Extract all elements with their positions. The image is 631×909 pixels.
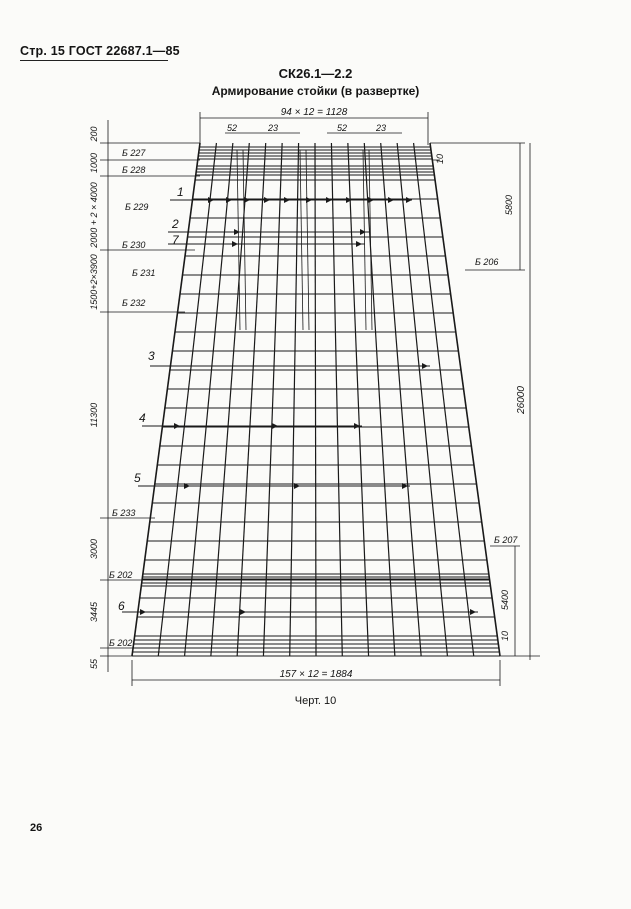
arrow-icon bbox=[226, 197, 232, 203]
dim-right-5: 10 bbox=[500, 630, 510, 642]
arrow-icon bbox=[470, 609, 476, 615]
dim-top-gap-1: 52 bbox=[226, 123, 238, 133]
label-b202-upper: Б 202 bbox=[109, 570, 133, 580]
marker-7: 7 bbox=[172, 233, 179, 247]
dim-left-5: 11300 bbox=[89, 402, 99, 428]
marker-2: 2 bbox=[172, 217, 179, 231]
drawing-title: СК26.1—2.2 bbox=[278, 66, 353, 81]
dim-right-4: 5400 bbox=[500, 589, 510, 611]
arrow-icon bbox=[234, 229, 240, 235]
arrow-icon bbox=[208, 197, 214, 203]
marker-5: 5 bbox=[134, 471, 141, 485]
inner-bar bbox=[369, 150, 372, 330]
label-b233: Б 233 bbox=[112, 508, 136, 518]
arrow-icon bbox=[360, 229, 366, 235]
dim-top-gap-3: 52 bbox=[336, 123, 348, 133]
arrow-icon bbox=[240, 609, 246, 615]
arrow-icon bbox=[356, 241, 362, 247]
arrow-icon bbox=[406, 197, 412, 203]
marker-1: 1 bbox=[177, 185, 184, 199]
page-number: 26 bbox=[30, 822, 43, 834]
label-b230: Б 230 bbox=[122, 240, 146, 250]
inner-bar bbox=[300, 150, 303, 330]
dim-left-2: 1000 bbox=[89, 152, 99, 174]
arrow-icon bbox=[346, 197, 352, 203]
inner-bar bbox=[306, 150, 309, 330]
arrow-icon bbox=[272, 423, 278, 429]
dim-right-2: 5800 bbox=[504, 194, 514, 216]
drawing-subtitle: Армирование стойки (в развертке) bbox=[211, 84, 420, 98]
dim-left-7: 3445 bbox=[89, 601, 99, 623]
marker-6: 6 bbox=[118, 599, 125, 613]
arrow-icon bbox=[244, 197, 250, 203]
dim-left-4: 1500+2×3900 bbox=[89, 254, 99, 310]
arrow-icon bbox=[306, 197, 312, 203]
label-b231: Б 231 bbox=[132, 268, 156, 278]
dim-top-total: 94 × 12 = 1128 bbox=[280, 107, 348, 118]
inner-bar bbox=[363, 150, 366, 330]
marker-4: 4 bbox=[139, 411, 146, 425]
arrow-icon bbox=[368, 197, 374, 203]
arrow-icon bbox=[140, 609, 146, 615]
arrow-icon bbox=[326, 197, 332, 203]
label-b202-lower: Б 202 bbox=[109, 638, 133, 648]
arrow-icon bbox=[284, 197, 290, 203]
dim-right-1: 10 bbox=[435, 153, 445, 165]
label-b206: Б 206 bbox=[475, 257, 499, 267]
dim-top-gap-4: 23 bbox=[375, 123, 387, 133]
label-b229: Б 229 bbox=[125, 202, 149, 212]
dim-left-8: 55 bbox=[89, 658, 99, 670]
dim-left-6: 3000 bbox=[89, 538, 99, 560]
dim-left-3: 2000 + 2 × 4000 bbox=[89, 182, 99, 248]
arrow-icon bbox=[388, 197, 394, 203]
dim-bottom-total: 157 × 12 = 1884 bbox=[279, 669, 353, 680]
arrow-icon bbox=[174, 423, 180, 429]
label-b207: Б 207 bbox=[494, 535, 518, 545]
figure-caption: Черт. 10 bbox=[294, 695, 337, 707]
arrow-icon bbox=[264, 197, 270, 203]
arrow-icon bbox=[422, 363, 428, 369]
label-b232: Б 232 bbox=[122, 298, 146, 308]
dim-left-1: 200 bbox=[89, 126, 99, 142]
dim-top-gap-2: 23 bbox=[267, 123, 279, 133]
inner-bar bbox=[243, 150, 246, 330]
page-header: Стр. 15 ГОСТ 22687.1—85 bbox=[20, 44, 180, 58]
arrow-icon bbox=[232, 241, 238, 247]
label-b228: Б 228 bbox=[122, 165, 146, 175]
label-b227: Б 227 bbox=[122, 148, 146, 158]
dim-right-3: 26000 bbox=[516, 386, 527, 414]
marker-3: 3 bbox=[148, 349, 155, 363]
